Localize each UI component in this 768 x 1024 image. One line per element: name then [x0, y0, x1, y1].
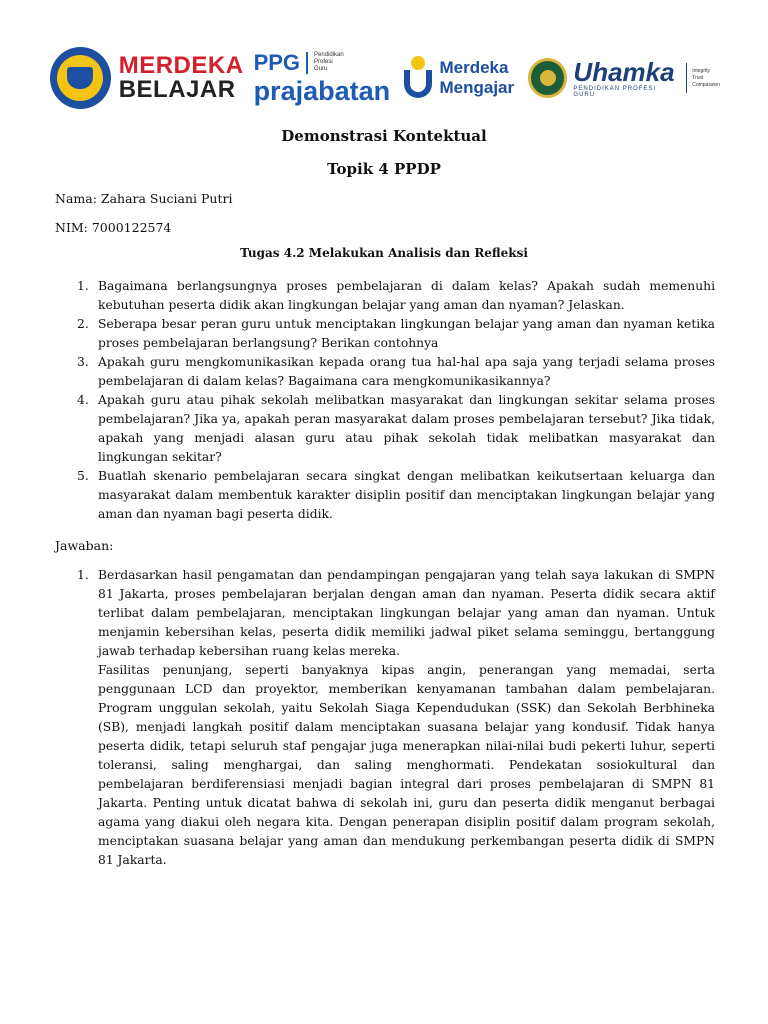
- answer-list: [55, 566, 715, 870]
- merdeka-mengajar-icon: [404, 56, 433, 100]
- kemdikbud-logo: [50, 47, 111, 109]
- document-subtitle: Topik 4 PPDP: [327, 160, 441, 178]
- question-item: 5. Buatlah skenario pembelajaran secara singkat dengan melibatkan keikutsertaan keluarga dan masyarakat dalam membentuk karakter disiplin positif dan menciptakan lingkungan belajar yang aman dan nyaman bagi peserta didik.: [77, 469, 715, 521]
- uhamka-logo: Uhamka PENDIDIKAN PROFESI GURU: [573, 57, 675, 98]
- answer-paragraph: Berdasarkan hasil pengamatan dan pendampingan pengajaran yang telah saya lakukan di SMPN 81 Jakarta, proses pembelajaran berjalan dengan aman dan nyaman. Peserta didik secara aktif terlibat dalam pembelajaran, menciptakan lingkungan belajar yang aman dan nyaman. Untuk menjamin kebersihan kelas, peserta didik memiliki jadwal piket selama seminggu, bertanggung jawab terhadap kebersihan ruang kelas mereka.: [98, 568, 715, 658]
- ppg-prajabatan-logo: PPG Pendidikan Profesi Guru prajabatan: [253, 49, 391, 106]
- document-title: Demonstrasi Kontektual: [281, 127, 487, 145]
- question-item: 4. Apakah guru atau pihak sekolah melibatkan masyarakat dan lingkungan sekitar selama proses pembelajaran? Jika ya, apakah peran masyarakat dalam proses pembelajaran tersebut? Jika tidak, apakah yang menjadi alasan guru atau pihak sekolah tidak melibatkan masyarakat dan lingkungan sekitar?: [77, 393, 715, 464]
- uhamka-seal-icon: [528, 58, 567, 98]
- question-item: 1. Bagaimana berlangsungnya proses pembelajaran di dalam kelas? Apakah sudah memenuhi kebutuhan peserta didik akan lingkungan belajar yang aman dan nyaman? Jelaskan.: [77, 279, 715, 312]
- student-name: Nama: Zahara Suciani Putri: [55, 191, 233, 206]
- answer-paragraph: Fasilitas penunjang, seperti banyaknya kipas angin, penerangan yang memadai, serta penggunaan LCD dan proyektor, memberikan kenyamanan tambahan dalam pembelajaran. Program unggulan sekolah, yaitu Sekolah Siaga Kependudukan (SSK) dan Sekolah Berbhineka (SB), menjadi langkah positif dalam menciptakan suasana belajar yang kondusif. Tidak hanya peserta didik, tetapi seluruh staf pengajar juga menerapkan nilai-nilai budi pekerti luhur, seperti toleransi, saling menghargai, dan saling menghormati. Pendekatan sosiokultural dan pembelajaran berdiferensiasi menjadi bagian integral dari proses pembelajaran di SMPN 81 Jakarta. Penting untuk dicatat bahwa di sekolah ini, guru dan peserta didik menganut berbagai agama yang diakui oleh negara kita. Dengan penerapan disiplin positif dalam program sekolah, menciptakan suasana belajar yang aman dan mendukung perkembangan peserta didik di SMPN 81 Jakarta.: [98, 663, 715, 867]
- uhamka-tagline: Integrity Trust Compassion: [692, 67, 720, 88]
- merdeka-belajar-logo: MERDEKA BELAJAR: [118, 52, 244, 103]
- question-item: 3. Apakah guru mengkomunikasikan kepada orang tua hal-hal apa saja yang terjadi selama proses pembelajaran di dalam kelas? Bagaimana cara mengkomunikasikannya?: [77, 355, 715, 388]
- question-item: 2. Seberapa besar peran guru untuk menciptakan lingkungan belajar yang aman dan nyaman ketika proses pembelajaran berlangsung? Berikan contohnya: [77, 317, 715, 350]
- task-title: Tugas 4.2 Melakukan Analisis dan Refleksi: [240, 246, 528, 260]
- question-list: [55, 277, 715, 524]
- student-nim: NIM: 7000122574: [55, 220, 172, 235]
- answer-item: 1. Berdasarkan hasil pengamatan dan pendampingan pengajaran yang telah saya lakukan di SMPN 81 Jakarta, proses pembelajaran berjalan dengan aman dan nyaman. Peserta didik secara aktif terlibat dalam pembelajaran, menciptakan lingkungan belajar yang aman dan nyaman. Untuk menjamin kebersihan kelas, peserta didik memiliki jadwal piket selama seminggu, bertanggung jawab terhadap kebersihan ruang kelas mereka. Fasilitas penunjang, seperti banyaknya kipas angin, penerangan yang memadai, serta penggunaan LCD dan proyektor, memberikan kenyamanan tambahan dalam pembelajaran. Program unggulan sekolah, yaitu Sekolah Siaga Kependudukan (SSK) dan Sekolah Berbhineka (SB), menjadi langkah positif dalam menciptakan suasana belajar yang kondusif. Tidak hanya peserta didik, tetapi seluruh staf pengajar juga menerapkan nilai-nilai budi pekerti luhur, seperti toleransi, saling menghargai, dan saling menghormati. Pendekatan sosiokultural dan pembelajaran berdiferensiasi menjadi bagian integral dari proses pembelajaran di SMPN 81 Jakarta. Penting untuk dicatat bahwa di sekolah ini, guru dan peserta didik menganut berbagai agama yang diakui oleh negara kita. Dengan penerapan disiplin positif dalam program sekolah, menciptakan suasana belajar yang aman dan mendukung perkembangan peserta didik di SMPN 81 Jakarta.: [55, 566, 715, 870]
- merdeka-mengajar-logo: Merdeka Mengajar: [439, 58, 515, 97]
- answers-label: Jawaban:: [55, 538, 114, 553]
- header-logos: [50, 44, 720, 112]
